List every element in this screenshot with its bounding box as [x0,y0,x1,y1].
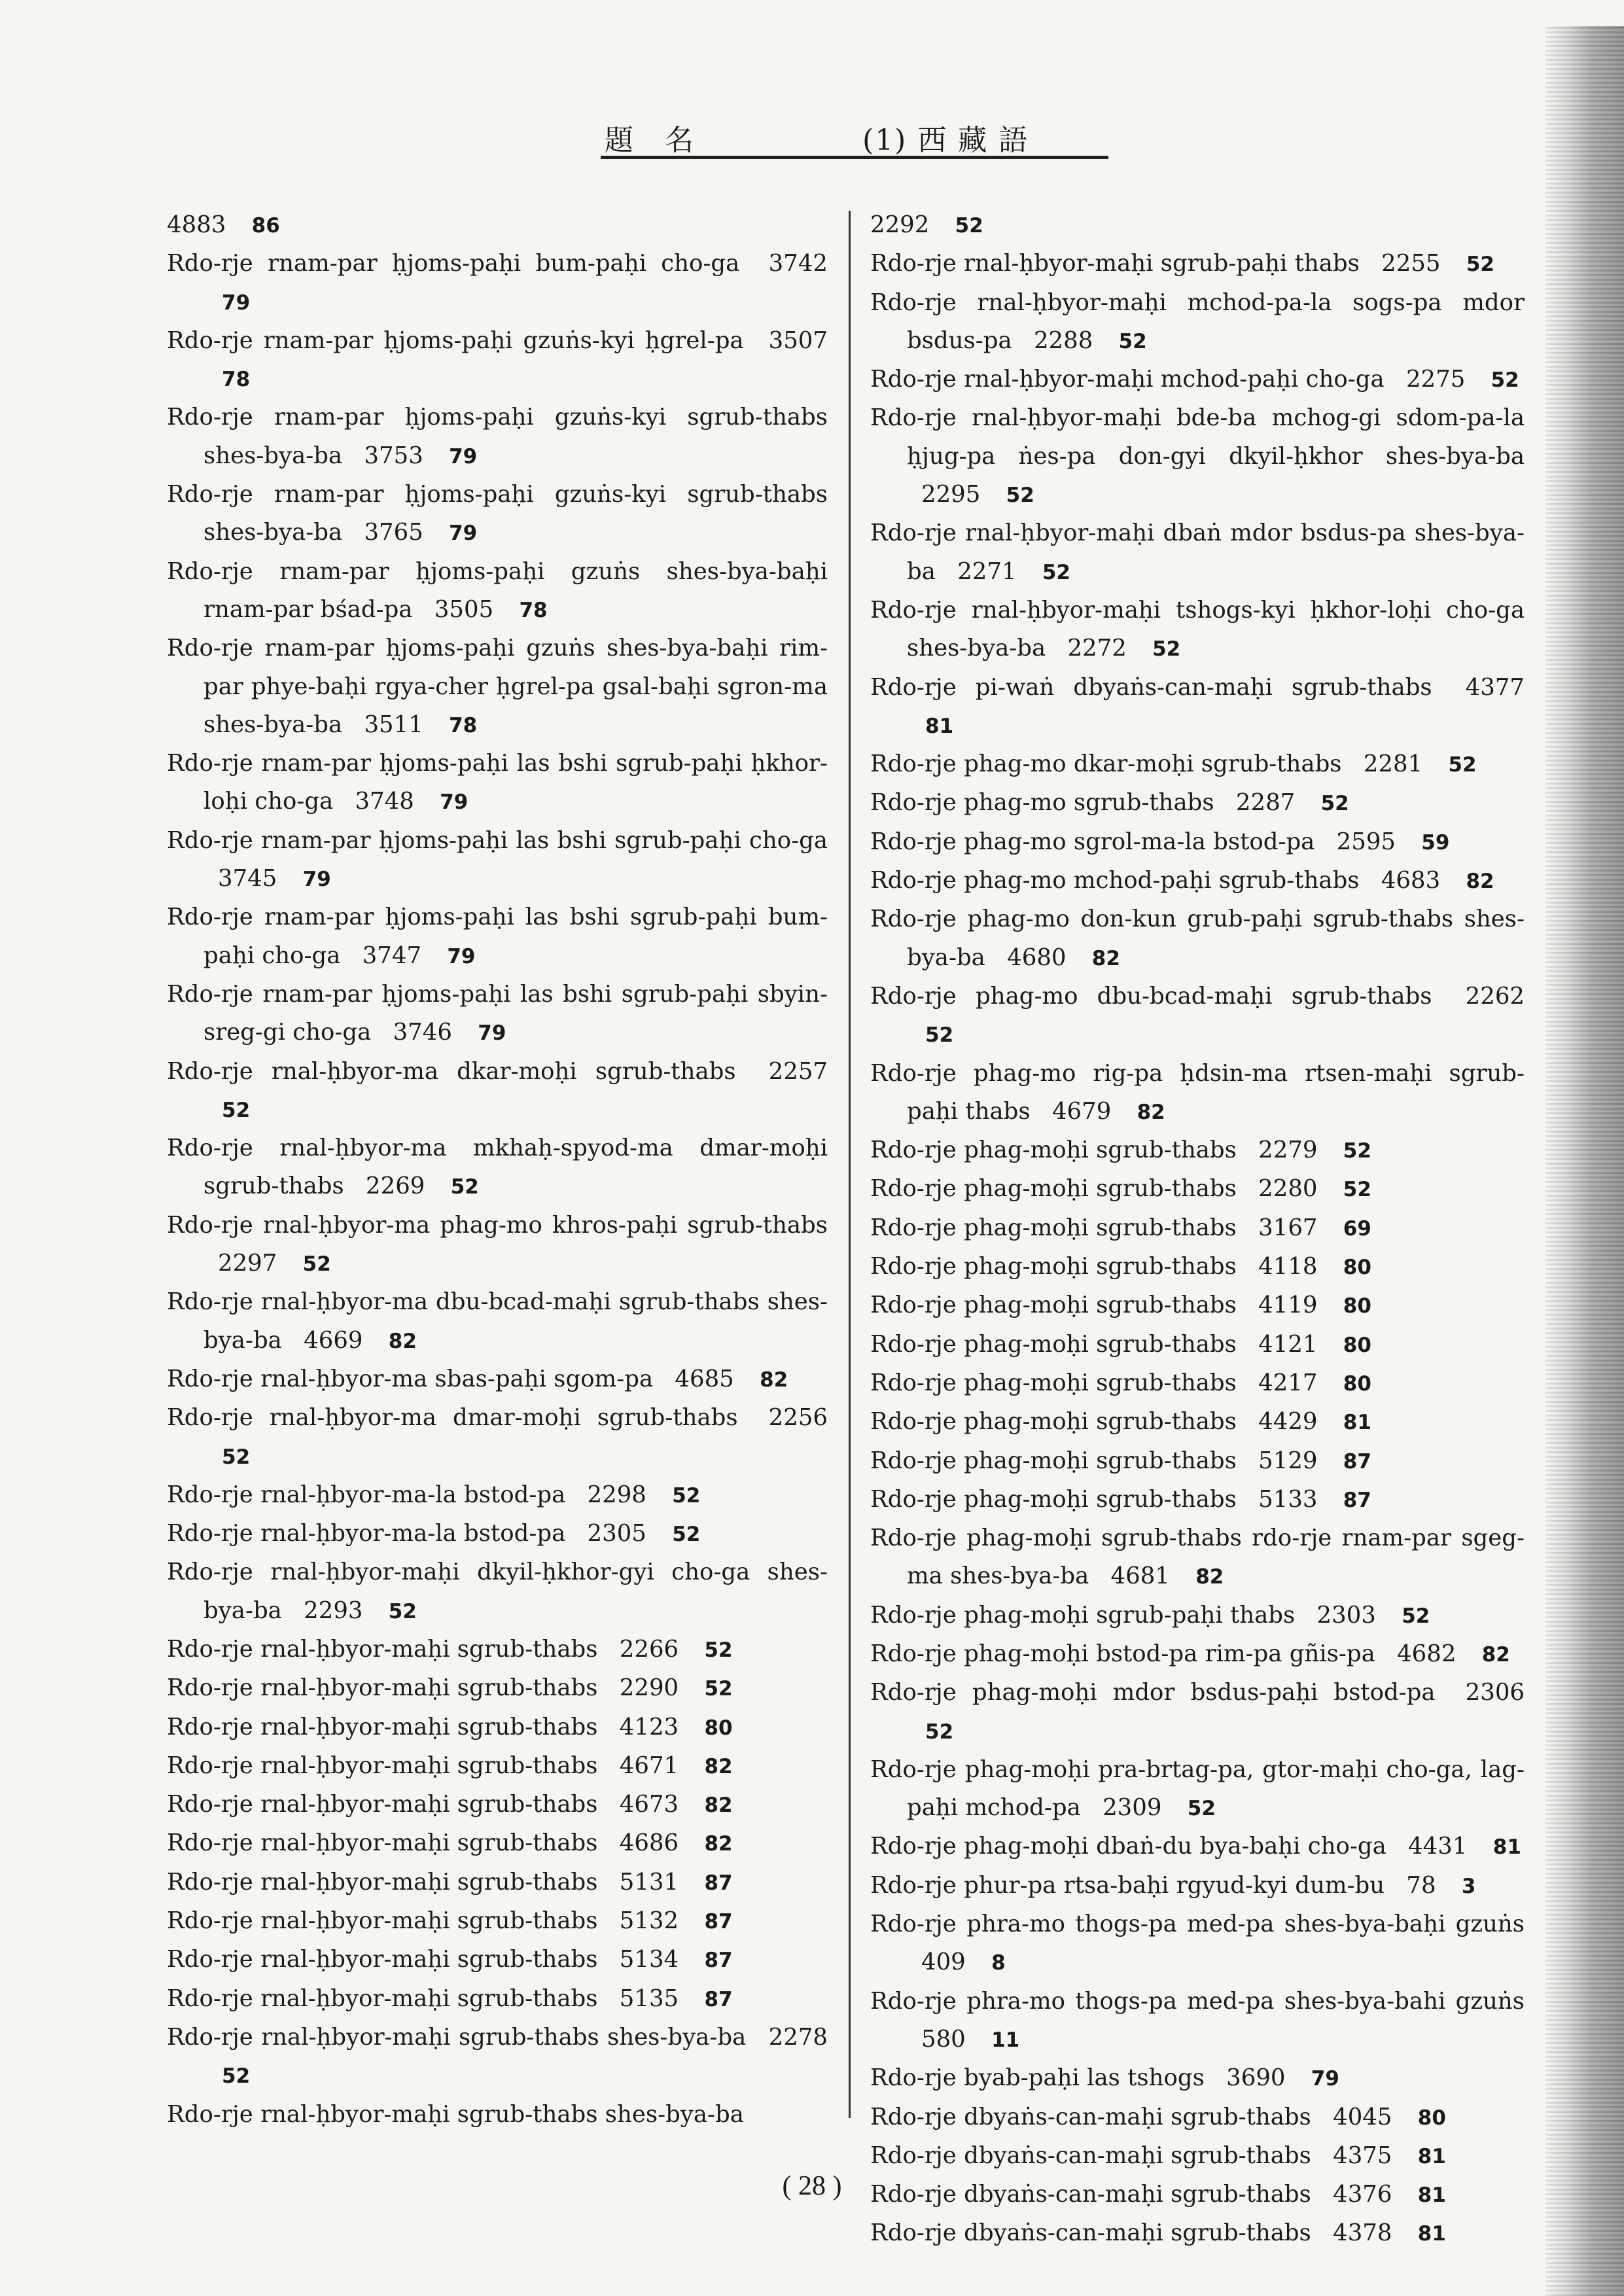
entry-volume: 52 [955,214,983,238]
entry-number: 2275 [1405,366,1466,393]
index-entry [167,1360,828,1399]
entry-volume: 81 [1417,2144,1446,2168]
entry-volume: 52 [925,1023,954,1048]
entry-title: Rdo-rje rnal-ḥbyor-maḥi tshogs-kyi ḥkhor-loḥi cho-ga shes-bya-ba [870,596,1525,662]
entry-volume: 82 [704,1754,733,1778]
entry-volume: 82 [1466,870,1494,894]
index-entry [167,1902,828,1941]
entry-number: 4683 [1381,867,1441,894]
index-entry [870,1867,1525,1905]
entry-volume: 52 [704,1638,733,1662]
index-entry [167,1129,828,1207]
entry-number: 2290 [619,1674,679,1702]
entry-number: 2266 [619,1635,679,1663]
entry-number: 2298 [587,1481,646,1508]
entry-title: Rdo-rje rnal-ḥbyor-maḥi mchod-paḥi cho-ga [870,366,1385,393]
entry-title: Rdo-rje rnal-ḥbyor-maḥi sgrub-thabs [167,1946,598,1973]
entry-number: 4119 [1258,1292,1318,1319]
entry-number: 2269 [366,1173,425,1200]
index-entry [167,476,828,553]
entry-title: Rdo-rje phag-moḥi sgrub-thabs [870,1175,1237,1203]
entry-number: 4123 [619,1713,679,1740]
index-entry [870,1828,1525,1866]
entry-title: Rdo-rje phag-moḥi mdor bsdus-paḥi bstod-pa [870,1679,1436,1706]
entry-title: Rdo-rje rnal-ḥbyor-ma mkhaḥ-spyod-ma dmar-moḥi sgrub-thabs [167,1135,828,1200]
entry-number: 4883 [167,211,226,238]
entry-number: 3742 [768,250,828,277]
entry-volume: 87 [704,1987,733,2011]
index-entry [167,322,828,399]
entry-volume: 78 [449,713,478,737]
index-entry [870,1481,1525,1519]
index-entry [167,1399,828,1476]
entry-volume: 87 [704,1871,733,1895]
index-entry [167,745,828,822]
entry-title: Rdo-rje phag-moḥi sgrub-thabs [870,1408,1237,1436]
entry-number: 4679 [1051,1097,1112,1125]
index-entry [870,1519,1525,1597]
entry-volume: 52 [1491,368,1519,393]
entry-title: Rdo-rje rnal-ḥbyor-maḥi bde-ba mchog-gi sdom-pa-la ḥjug-pa ṅes-pa don-gyi dkyil-ḥkhor shes-bya-ba [870,404,1525,470]
entry-title: Rdo-rje rnam-par ḥjoms-paḥi las bshi sgrub-paḥi ḥkhor-loḥi cho-ga [167,750,828,815]
entry-volume: 52 [1152,637,1181,662]
entry-number: 4217 [1258,1369,1318,1396]
index-entry [167,1553,828,1631]
entry-volume: 79 [447,944,476,968]
entry-volume: 80 [704,1716,733,1740]
index-entry [870,2059,1525,2098]
entry-title: Rdo-rje rnam-par ḥjoms-paḥi gzuṅs shes-bya-baḥi rnam-par bśad-pa [167,557,828,623]
entry-title: Rdo-rje phur-pa rtsa-baḥi rgyud-kyi dum-bu [870,1871,1385,1899]
entry-volume: 81 [1417,2183,1446,2208]
entry-volume: 82 [1195,1565,1224,1589]
entry-title: Rdo-rje phag-moḥi sgrub-thabs [870,1330,1237,1358]
entry-volume: 78 [222,368,251,392]
entry-volume: 52 [672,1523,701,1547]
index-entry [870,1131,1525,1170]
entry-title: Rdo-rje rnal-ḥbyor-ma dkar-moḥi sgrub-thabs [167,1057,736,1085]
index-entry [870,1403,1525,1441]
entry-title: Rdo-rje phag-moḥi sgrub-paḥi thabs [870,1601,1296,1629]
entry-title: Rdo-rje rnam-par ḥjoms-paḥi bum-paḥi cho-ga [167,250,740,277]
entry-volume: 52 [222,2064,251,2089]
index-entry [167,206,828,245]
entry-title: Rdo-rje rnam-par ḥjoms-paḥi gzuṅs shes-bya-baḥi rim-par phye-baḥi rgya-cher ḥgrel-pa gsal-baḥi sgron-ma shes-bya-ba [167,635,828,738]
entry-title: Rdo-rje phag-mo rig-pa ḥdsin-ma rtsen-maḥi sgrub-paḥi thabs [870,1059,1525,1125]
entry-volume: 52 [1042,560,1070,584]
entry-title: Rdo-rje phag-mo mchod-paḥi sgrub-thabs [870,867,1360,894]
entry-number: 2255 [1381,250,1441,277]
entry-title: Rdo-rje rnam-par ḥjoms-paḥi gzuṅs-kyi sgrub-thabs shes-bya-ba [167,404,828,469]
entry-number: 2297 [218,1250,277,1277]
entry-title: Rdo-rje dbyaṅs-can-maḥi sgrub-thabs [870,2142,1311,2169]
entry-volume: 82 [1481,1642,1510,1667]
entry-number: 4681 [1110,1563,1170,1590]
entry-title: Rdo-rje phag-moḥi sgrub-thabs [870,1485,1237,1513]
index-entry [870,669,1525,746]
index-entry [167,1207,828,1284]
entry-number: 3748 [355,788,414,815]
index-entry [870,1442,1525,1481]
entry-number: 2257 [768,1057,828,1085]
index-entry [870,1209,1525,1248]
entry-title: Rdo-rje phag-moḥi sgrub-thabs rdo-rje rnam-par sgeg-ma shes-bya-ba [870,1525,1525,1590]
index-entry [167,1863,828,1902]
entry-number: 78 [1406,1871,1436,1899]
entry-volume: 79 [478,1021,506,1046]
entry-number: 4686 [619,1829,679,1857]
index-entry [870,399,1525,514]
entry-title: Rdo-rje phag-mo sgrub-thabs [870,789,1214,817]
entry-number: 3745 [218,865,277,892]
index-entry [167,1515,828,1553]
entry-volume: 52 [1187,1797,1216,1821]
entry-volume: 82 [704,1832,733,1856]
index-entry [870,514,1525,592]
entry-volume: 87 [1343,1488,1371,1512]
entry-title: Rdo-rje phag-moḥi pra-brtag-pa, gtor-maḥi cho-ga, lag-paḥi mchod-pa [870,1756,1525,1822]
entry-volume: 52 [672,1483,701,1508]
entry-number: 5132 [619,1907,679,1935]
entry-volume: 86 [251,214,280,238]
header-title-left: 題 名 [605,124,695,157]
index-entry [870,1326,1525,1364]
entry-number: 3753 [364,442,423,469]
entry-title: Rdo-rje rnal-ḥbyor-maḥi sgrub-thabs [167,1868,598,1896]
entry-title: Rdo-rje rnam-par ḥjoms-paḥi las bshi sgrub-paḥi sbyin-sreg-gi cho-ga [167,980,828,1046]
entry-volume: 87 [704,1910,733,1934]
entry-title: Rdo-rje dbyaṅs-can-maḥi sgrub-thabs [870,2181,1311,2208]
entry-title: Rdo-rje rnal-ḥbyor-maḥi sgrub-thabs [167,1752,598,1779]
index-entry [167,1824,828,1863]
index-entry [870,745,1525,784]
entry-number: 4671 [619,1752,679,1779]
entry-number: 4377 [1465,673,1525,701]
entry-title: Rdo-rje rnal-ḥbyor-maḥi dkyil-ḥkhor-gyi cho-ga shes-bya-ba [167,1559,828,1624]
entry-title: Rdo-rje phag-moḥi bstod-pa rim-pa gñis-pa [870,1640,1375,1667]
entry-volume: 82 [1091,946,1120,970]
entry-number: 2306 [1465,1679,1525,1706]
index-entry [870,1248,1525,1286]
entry-title: Rdo-rje rnal-ḥbyor-maḥi sgrub-thabs shes-bya-ba [167,2023,747,2051]
index-entry [870,862,1525,900]
entry-title: Rdo-rje phra-mo thogs-pa med-pa shes-bya-baḥi gzuṅs [870,1911,1525,1938]
entry-volume: 87 [704,1949,733,1973]
entry-volume: 81 [1417,2222,1446,2246]
entry-number: 5134 [619,1946,679,1973]
entry-title: Rdo-rje rnal-ḥbyor-maḥi dbaṅ mdor bsdus-pa shes-bya-ba [870,520,1525,585]
scan-edge-shadow [1545,26,1624,2296]
entry-title: Rdo-rje rnal-ḥbyor-ma-la bstod-pa [167,1481,566,1508]
index-entry [870,784,1525,822]
page-header [601,110,1108,159]
index-entry [870,206,1525,245]
index-entry [870,900,1525,978]
index-entry [167,553,828,630]
entry-volume: 82 [1137,1100,1165,1124]
entry-number: 2295 [921,481,981,508]
index-entry [167,2019,828,2096]
entry-title: Rdo-rje phag-mo sgrol-ma-la bstod-pa [870,828,1315,855]
index-entry [167,898,828,976]
entry-volume: 80 [1417,2106,1446,2130]
entry-number: 4118 [1258,1253,1318,1280]
entry-number: 2262 [1465,982,1525,1010]
index-entry [870,1905,1525,1983]
index-entry [167,2096,828,2134]
entry-title: Rdo-rje phra-mo thogs-pa med-pa shes-bya-bahi gzuṅs [870,1987,1525,2015]
entry-number: 2303 [1316,1601,1376,1629]
entry-volume: 52 [925,1720,954,1744]
entry-volume: 80 [1343,1333,1371,1357]
entry-title: Rdo-rje phag-moḥi sgrub-thabs [870,1369,1237,1396]
index-entry [167,398,828,476]
entry-title: Rdo-rje rnal-ḥbyor-maḥi sgrub-thabs [167,1985,598,2012]
entry-number: 2280 [1258,1175,1318,1203]
entry-volume: 78 [519,598,548,622]
entry-number: 3690 [1226,2064,1286,2092]
entry-number: 2309 [1103,1794,1162,1822]
entry-volume: 52 [450,1175,479,1199]
entry-title: Rdo-rje byab-paḥi las tshogs [870,2064,1205,2092]
entry-number: 5133 [1258,1485,1318,1513]
entry-title: Rdo-rje phag-moḥi sgrub-thabs [870,1447,1237,1474]
entry-number: 5131 [619,1868,679,1896]
entry-volume: 52 [222,1098,251,1122]
entry-number: 3507 [768,327,828,354]
index-entry [870,245,1525,283]
entry-number: 2595 [1336,828,1396,855]
entry-number: 4045 [1333,2103,1392,2130]
index-entry [870,1364,1525,1403]
entry-number: 2287 [1235,789,1296,817]
index-entry [870,2214,1525,2253]
index-entry [870,823,1525,862]
entry-title: Rdo-rje phag-mo dkar-moḥi sgrub-thabs [870,751,1342,778]
entry-volume: 11 [991,2028,1020,2052]
entry-title: Rdo-rje rnam-par ḥjoms-paḥi gzuṅs-kyi ḥgrel-pa [167,327,744,354]
entry-number: 5129 [1258,1447,1318,1474]
entry-volume: 8 [991,1951,1006,1975]
entry-volume: 79 [302,868,331,892]
entry-volume: 52 [1448,753,1477,777]
entry-volume: 79 [449,444,478,468]
entry-title: Rdo-rje rnal-ḥbyor-maḥi mchod-pa-la sogs-pa mdor bsdus-pa [870,289,1525,354]
entry-volume: 82 [760,1368,788,1392]
entry-number: 2292 [870,211,930,238]
entry-volume: 52 [222,1445,251,1469]
entry-title: Rdo-rje rnal-ḥbyor-maḥi sgrub-thabs [167,1713,598,1740]
entry-title: Rdo-rje rnal-ḥbyor-maḥi sgrub-thabs shes-bya-ba [167,2100,744,2128]
entry-number: 409 [921,1949,966,1976]
entry-volume: 59 [1421,830,1450,855]
entry-title: Rdo-rje rnal-ḥbyor-ma sbas-paḥi sgom-pa [167,1365,654,1392]
entry-title: Rdo-rje phag-mo don-kun grub-paḥi sgrub-thabs shes-bya-ba [870,906,1525,971]
entry-title: Rdo-rje rnal-ḥbyor-ma dbu-bcad-maḥi sgrub-thabs shes-bya-ba [167,1288,828,1354]
entry-number: 3747 [362,942,422,969]
entry-volume: 52 [1402,1604,1430,1628]
entry-volume: 52 [388,1599,417,1623]
entry-title: Rdo-rje rnal-ḥbyor-ma dmar-moḥi sgrub-thabs [167,1404,738,1432]
entry-number: 4685 [675,1365,734,1392]
index-entry [870,1170,1525,1209]
entry-number: 2281 [1363,751,1423,778]
entry-volume: 52 [302,1252,331,1277]
entry-number: 3746 [393,1019,452,1046]
entry-title: Rdo-rje phag-moḥi sgrub-thabs [870,1214,1237,1241]
index-entry [870,1751,1525,1828]
entry-number: 3505 [434,595,494,623]
entry-title: Rdo-rje rnal-ḥbyor-maḥi sgrub-thabs [167,1829,598,1857]
index-entry [870,361,1525,399]
entry-volume: 52 [1320,792,1349,816]
entry-volume: 79 [222,291,251,315]
entry-title: Rdo-rje rnal-ḥbyor-maḥi sgrub-thabs [167,1674,598,1702]
index-entry [870,592,1525,669]
index-entry [167,1631,828,1669]
index-entry [870,978,1525,1055]
entry-title: Rdo-rje phag-moḥi dbaṅ-du bya-baḥi cho-ga [870,1833,1386,1860]
entry-number: 3511 [364,711,423,738]
entry-volume: 87 [1343,1449,1371,1474]
entry-number: 2271 [957,557,1017,585]
index-entry [870,1983,1525,2060]
entry-title: Rdo-rje rnal-ḥbyor-maḥi sgrub-thabs [167,1907,598,1935]
index-entry [870,1286,1525,1325]
entry-title: Rdo-rje rnam-par ḥjoms-paḥi las bshi sgrub-paḥi cho-ga [167,826,828,854]
entry-title: Rdo-rje rnal-ḥbyor-maḥi sgrub-paḥi thabs [870,250,1360,277]
entry-volume: 69 [1343,1216,1371,1241]
entry-volume: 52 [1343,1139,1371,1163]
index-entry [167,1053,828,1130]
entry-volume: 52 [704,1677,733,1701]
entry-volume: 79 [440,790,468,815]
entry-volume: 82 [704,1793,733,1818]
column-divider [849,211,851,2118]
entry-title: Rdo-rje dbyaṅs-can-maḥi sgrub-thabs [870,2103,1311,2130]
entry-number: 2256 [768,1404,828,1432]
index-entry [167,822,828,899]
index-entry [167,1283,828,1360]
entry-title: Rdo-rje rnam-par ḥjoms-paḥi gzuṅs-kyi sgrub-thabs shes-bya-ba [167,481,828,546]
entry-title: Rdo-rje dbyaṅs-can-maḥi sgrub-thabs [870,2219,1311,2247]
entry-title: Rdo-rje rnal-ḥbyor-maḥi sgrub-thabs [167,1635,598,1663]
entry-volume: 81 [925,714,954,738]
entry-volume: 52 [1466,253,1494,277]
entry-volume: 81 [1492,1835,1521,1860]
entry-number: 2272 [1067,635,1127,662]
entry-number: 4376 [1333,2181,1392,2208]
entry-number: 580 [921,2025,966,2053]
entry-title: Rdo-rje rnal-ḥbyor-ma phag-mo khros-paḥi sgrub-thabs [167,1211,828,1239]
index-entry [167,1747,828,1786]
entry-title: Rdo-rje phag-moḥi sgrub-thabs [870,1253,1237,1280]
entry-number: 2293 [304,1597,363,1624]
entry-volume: 52 [1118,329,1147,353]
page-number: ( 28 ) [782,2171,842,2201]
entry-volume: 80 [1343,1256,1371,1280]
entry-number: 4121 [1258,1330,1318,1358]
entry-volume: 52 [1006,484,1034,508]
entry-volume: 80 [1343,1371,1371,1396]
index-entry [870,2098,1525,2137]
entry-volume: 81 [1343,1411,1371,1435]
index-entry [870,1055,1525,1132]
entry-title: Rdo-rje phag-mo dbu-bcad-maḥi sgrub-thabs [870,982,1432,1010]
index-entry [870,1635,1525,1674]
entry-title: Rdo-rje phag-moḥi sgrub-thabs [870,1137,1237,1164]
header-title-right: (1) 西 藏 語 [862,124,1029,157]
entry-title: Rdo-rje rnal-ḥbyor-ma-la bstod-pa [167,1520,566,1547]
entry-volume: 79 [1311,2067,1339,2091]
entry-volume: 3 [1461,1874,1476,1898]
entry-number: 4375 [1333,2142,1392,2169]
entry-title: Rdo-rje rnal-ḥbyor-maḥi sgrub-thabs [167,1791,598,1818]
index-entry [870,1674,1525,1751]
entry-number: 2305 [587,1520,646,1547]
entry-number: 4673 [619,1791,679,1818]
entry-number: 3167 [1258,1214,1318,1241]
entry-title: Rdo-rje phag-moḥi sgrub-thabs [870,1292,1237,1319]
entry-number: 2279 [1258,1137,1318,1164]
index-entry [167,1708,828,1747]
entry-volume: 80 [1343,1294,1371,1318]
entry-volume: 52 [1343,1178,1371,1202]
index-entry [870,1597,1525,1635]
index-entry [870,284,1525,361]
index-entry [167,1669,828,1708]
right-column [870,206,1525,2253]
entry-number: 4429 [1258,1408,1318,1436]
index-entry [167,1980,828,2019]
entry-number: 2278 [768,2023,828,2051]
index-entry [167,976,828,1053]
entry-number: 4378 [1333,2219,1392,2247]
entry-number: 3765 [364,519,423,546]
index-entry [167,1941,828,1979]
entry-number: 2288 [1033,327,1093,354]
entry-number: 4680 [1007,944,1067,971]
entry-volume: 79 [449,521,478,546]
entry-number: 4682 [1397,1640,1456,1667]
entry-volume: 82 [388,1329,417,1353]
index-entry [167,1786,828,1824]
entry-number: 4431 [1408,1833,1468,1860]
entry-title: Rdo-rje pi-waṅ dbyaṅs-can-maḥi sgrub-thabs [870,673,1432,701]
entry-number: 4669 [304,1326,363,1354]
index-entry [167,629,828,745]
entry-number: 5135 [619,1985,679,2012]
left-column [167,206,828,2134]
entry-title: Rdo-rje rnam-par ḥjoms-paḥi las bshi sgrub-paḥi bum-paḥi cho-ga [167,904,828,969]
index-entry [167,1476,828,1515]
index-entry [167,245,828,322]
